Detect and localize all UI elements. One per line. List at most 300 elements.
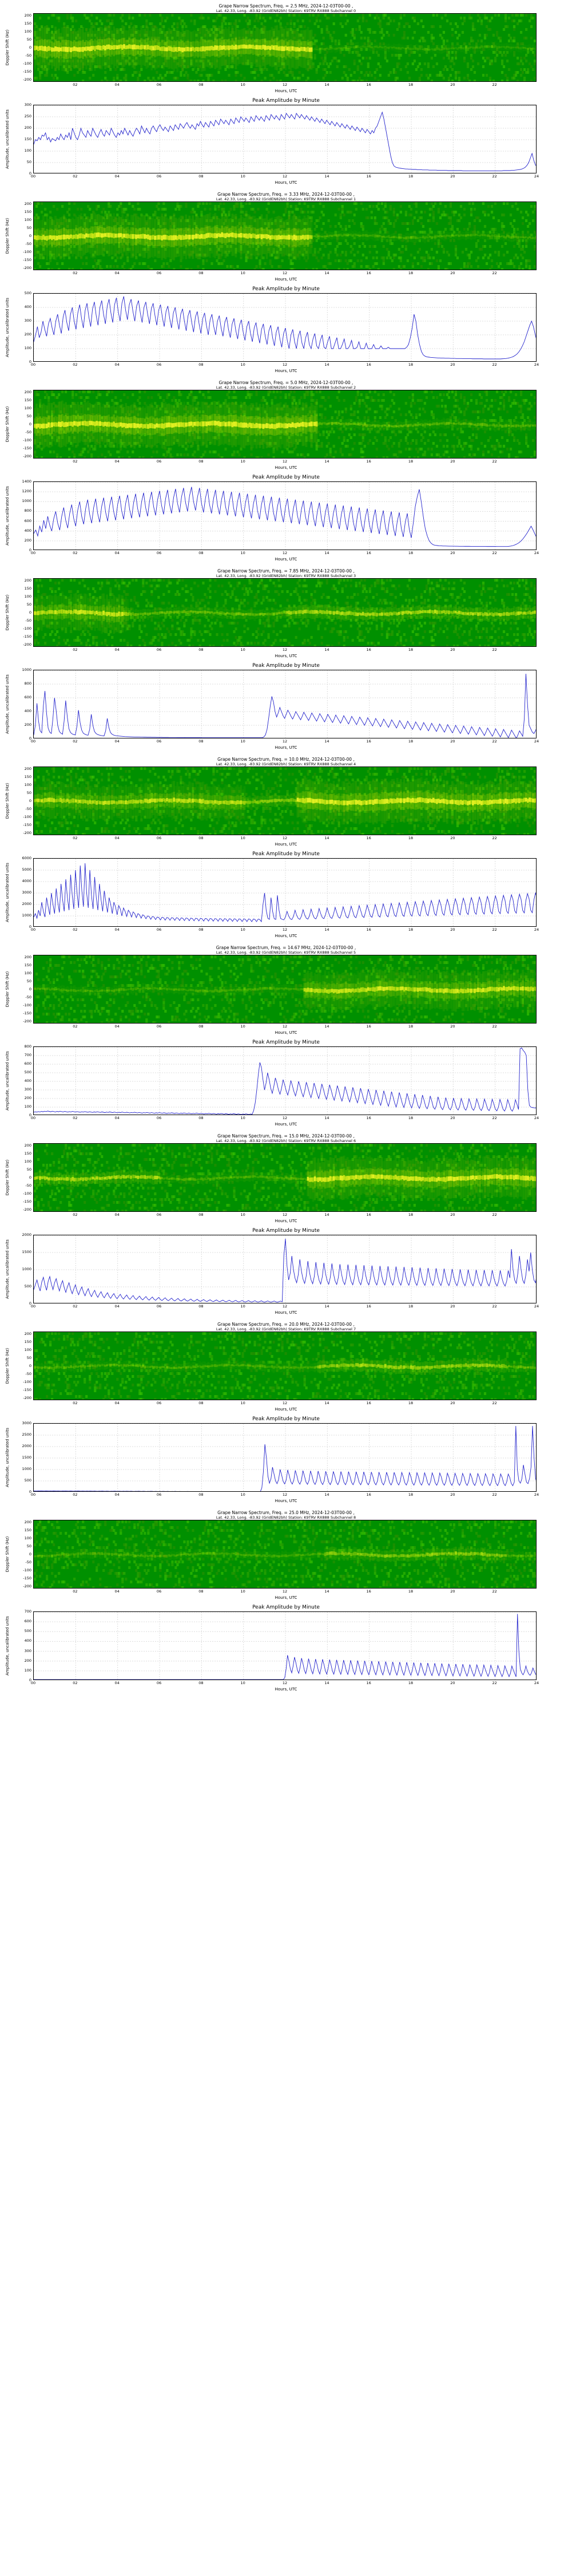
x-tick-label: 14 <box>324 739 329 744</box>
x-tick-label: 18 <box>408 647 414 652</box>
x-tick-label: 06 <box>156 459 162 464</box>
amplitude-canvas <box>34 859 537 927</box>
x-tick-label: 16 <box>366 1681 371 1685</box>
spectrogram-plot[interactable] <box>33 578 537 647</box>
spectrogram-yticks <box>15 202 33 270</box>
y-tick-label: -150 <box>23 634 31 639</box>
y-tick-label: -150 <box>23 1199 31 1204</box>
y-tick-label: 300 <box>24 1086 31 1092</box>
x-tick-label: 16 <box>366 1589 371 1594</box>
amplitude-title: Peak Amplitude by Minute <box>252 851 320 857</box>
x-tick-label: 06 <box>156 1304 162 1309</box>
y-tick-label: 100 <box>24 970 31 975</box>
y-tick-label: 2500 <box>22 1432 31 1437</box>
x-tick-label: 04 <box>114 1304 120 1309</box>
amplitude-chart-row <box>0 1046 572 1115</box>
spectrogram-plot[interactable] <box>33 13 537 82</box>
y-tick-label: 200 <box>24 125 31 130</box>
y-tick-label: -50 <box>25 1559 31 1564</box>
amplitude-ylabel: Amplitude, uncalibrated units <box>5 109 10 169</box>
x-tick-label: 00 <box>30 1492 36 1497</box>
spectrogram-plot[interactable] <box>33 1143 537 1212</box>
y-tick-label: 100 <box>24 345 31 350</box>
spectrogram-xlabel: Hours, UTC <box>275 1595 297 1600</box>
panel-subchannel-3 <box>0 565 572 751</box>
x-tick-label: 08 <box>198 1212 204 1217</box>
x-tick-label: 18 <box>408 82 414 87</box>
y-tick-label: 50 <box>26 37 31 42</box>
spectrogram-title-line2: Lat. 42.33, Long. -83.92 (GridEN82bh) Station: K9TRV RX888 Subchannel 6 <box>216 1139 356 1143</box>
y-tick-label: -50 <box>25 53 31 58</box>
x-tick-label: 02 <box>73 1681 78 1685</box>
spectrogram-yticks <box>15 390 33 459</box>
x-tick-label: 18 <box>408 362 414 367</box>
spectrogram-title-line2: Lat. 42.33, Long. -83.92 (GridEN82bh) Station: K9TRV RX888 Subchannel 0 <box>216 9 356 13</box>
y-tick-label: 50 <box>26 159 31 164</box>
x-tick-label: 18 <box>408 1492 414 1497</box>
x-tick-label: 08 <box>198 1304 204 1309</box>
spectrogram-plot[interactable] <box>33 390 537 459</box>
x-tick-label: 20 <box>450 1589 455 1594</box>
amplitude-plot[interactable] <box>33 1235 537 1303</box>
x-tick-label: 18 <box>408 1304 414 1309</box>
amplitude-plot[interactable] <box>33 1611 537 1680</box>
x-tick-label: 04 <box>114 1401 120 1405</box>
x-tick-label: 16 <box>366 271 371 275</box>
x-tick-label: 18 <box>408 174 414 179</box>
x-tick-label: 10 <box>240 1681 245 1685</box>
y-tick-label: 1500 <box>22 1455 31 1460</box>
x-tick-label: 04 <box>114 82 120 87</box>
x-tick-label: 00 <box>30 551 36 555</box>
x-tick-label: 02 <box>73 1116 78 1120</box>
amplitude-plot[interactable] <box>33 1423 537 1492</box>
spectrogram-title-line2: Lat. 42.33, Long. -83.92 (GridEN82bh) Station: K9TRV RX888 Subchannel 2 <box>216 385 356 390</box>
spectrogram-chart-row <box>0 1332 572 1400</box>
spectrogram-title-line2: Lat. 42.33, Long. -83.92 (GridEN82bh) Station: K9TRV RX888 Subchannel 3 <box>216 574 356 578</box>
spectrogram-xticks <box>33 1024 537 1030</box>
amplitude-canvas <box>34 105 537 173</box>
x-tick-label: 08 <box>198 362 204 367</box>
x-tick-label: 10 <box>240 1212 245 1217</box>
amplitude-block <box>0 283 572 374</box>
x-tick-label: 04 <box>114 739 120 744</box>
x-tick-label: 10 <box>240 1024 245 1029</box>
x-tick-label: 06 <box>156 739 162 744</box>
amplitude-plot[interactable] <box>33 481 537 550</box>
spectrogram-title-line2: Lat. 42.33, Long. -83.92 (GridEN82bh) Station: K9TRV RX888 Subchannel 7 <box>216 1327 356 1332</box>
y-tick-label: 200 <box>24 331 31 337</box>
x-tick-label: 20 <box>450 362 455 367</box>
panel-subchannel-7 <box>0 1318 572 1504</box>
spectrogram-title-line1: Grape Narrow Spectrum, Freq. = 25.0 MHz, 2024-12-03T00-00 , <box>217 1510 355 1515</box>
spectrogram-plot[interactable] <box>33 1332 537 1400</box>
x-tick-label: 16 <box>366 174 371 179</box>
x-tick-label: 08 <box>198 927 204 932</box>
x-tick-label: 02 <box>73 1024 78 1029</box>
amplitude-yticks <box>15 290 33 364</box>
spectrogram-canvas <box>34 390 537 459</box>
amplitude-xticks <box>30 927 539 934</box>
y-tick-label: 50 <box>26 1543 31 1548</box>
x-tick-label: 22 <box>492 1401 497 1405</box>
y-tick-label: 100 <box>24 1104 31 1109</box>
y-tick-label: 0 <box>29 1677 31 1682</box>
spectrogram-title-line1: Grape Narrow Spectrum, Freq. = 3.33 MHz, 2024-12-03T00-00 , <box>217 192 355 197</box>
y-tick-label: 100 <box>24 29 31 34</box>
amplitude-ylabel: Amplitude, uncalibrated units <box>5 1051 10 1111</box>
x-tick-label: 22 <box>492 1116 497 1120</box>
y-tick-label: 0 <box>29 1489 31 1494</box>
y-tick-label: 100 <box>24 148 31 153</box>
x-tick-label: 12 <box>282 82 288 87</box>
x-tick-label: 18 <box>408 551 414 555</box>
spectrogram-ylabel: Doppler Shift (Hz) <box>5 218 10 254</box>
spectrogram-plot[interactable] <box>33 955 537 1024</box>
x-tick-label: 16 <box>366 459 371 464</box>
y-tick-label: 200 <box>24 201 31 206</box>
x-tick-label: 14 <box>324 836 329 840</box>
x-tick-label: 14 <box>324 174 329 179</box>
y-tick-label: 0 <box>29 421 31 426</box>
x-tick-label: 14 <box>324 1401 329 1405</box>
y-tick-label: -150 <box>23 257 31 262</box>
spectrogram-block <box>0 1318 572 1413</box>
y-tick-label: 50 <box>26 978 31 983</box>
amplitude-plot[interactable] <box>33 293 537 362</box>
x-tick-label: 12 <box>282 1492 288 1497</box>
x-tick-label: 12 <box>282 1116 288 1120</box>
x-tick-label: 00 <box>30 1116 36 1120</box>
x-tick-label: 10 <box>240 739 245 744</box>
y-tick-label: -150 <box>23 1575 31 1581</box>
x-tick-label: 06 <box>156 82 162 87</box>
x-tick-label: 20 <box>450 1304 455 1309</box>
x-tick-label: 08 <box>198 1681 204 1685</box>
spectrogram-title-line1: Grape Narrow Spectrum, Freq. = 5.0 MHz, 2024-12-03T00-00 , <box>219 380 353 385</box>
y-tick-label: 150 <box>24 21 31 26</box>
x-tick-label: 14 <box>324 1589 329 1594</box>
y-tick-label: 150 <box>24 1151 31 1156</box>
x-tick-label: 08 <box>198 459 204 464</box>
spectrogram-xticks <box>33 270 537 277</box>
y-tick-label: 200 <box>24 389 31 394</box>
panel-subchannel-8 <box>0 1507 572 1693</box>
y-tick-label: 2000 <box>22 1443 31 1448</box>
spectrogram-yticks <box>15 1143 33 1212</box>
x-tick-label: 06 <box>156 1492 162 1497</box>
amplitude-xticks <box>30 1115 539 1122</box>
x-tick-label: 14 <box>324 1024 329 1029</box>
x-tick-label: 12 <box>282 1024 288 1029</box>
spectrogram-title <box>0 0 572 13</box>
x-tick-label: 02 <box>73 739 78 744</box>
y-tick-label: -150 <box>23 1010 31 1016</box>
y-tick-label: -50 <box>25 429 31 434</box>
y-tick-label: 800 <box>24 1044 31 1049</box>
spectrogram-chart-row <box>0 202 572 270</box>
x-tick-label: 14 <box>324 551 329 555</box>
amplitude-canvas <box>34 482 537 550</box>
spectrogram-block <box>0 942 572 1036</box>
amplitude-block <box>0 471 572 563</box>
spectrogram-ylabel: Doppler Shift (Hz) <box>5 971 10 1008</box>
amplitude-canvas <box>34 294 537 362</box>
amplitude-yticks <box>15 102 33 176</box>
x-tick-label: 22 <box>492 739 497 744</box>
x-tick-label: 20 <box>450 551 455 555</box>
spectrogram-xticks <box>33 1589 537 1595</box>
x-tick-label: 12 <box>282 174 288 179</box>
x-tick-label: 22 <box>492 459 497 464</box>
x-tick-label: 22 <box>492 551 497 555</box>
y-tick-label: 0 <box>29 986 31 991</box>
x-tick-label: 20 <box>450 1024 455 1029</box>
x-tick-label: 02 <box>73 551 78 555</box>
spectrogram-plot[interactable] <box>33 767 537 835</box>
y-tick-label: 0 <box>29 798 31 803</box>
x-tick-label: 12 <box>282 1304 288 1309</box>
y-tick-label: 0 <box>29 1175 31 1180</box>
y-tick-label: 100 <box>24 217 31 222</box>
spectrogram-xlabel: Hours, UTC <box>275 842 297 847</box>
x-tick-label: 06 <box>156 1681 162 1685</box>
y-tick-label: -100 <box>23 249 31 254</box>
y-tick-label: 50 <box>26 602 31 607</box>
x-tick-label: 20 <box>450 271 455 275</box>
amplitude-xticks <box>30 738 539 745</box>
spectrogram-title <box>0 377 572 390</box>
amplitude-xlabel: Hours, UTC <box>275 557 297 562</box>
amplitude-ylabel: Amplitude, uncalibrated units <box>5 674 10 734</box>
amplitude-chart-row <box>0 290 572 364</box>
x-tick-label: 02 <box>73 927 78 932</box>
x-tick-label: 08 <box>198 836 204 840</box>
x-tick-label: 02 <box>73 82 78 87</box>
y-tick-label: 0 <box>29 171 31 176</box>
spectrogram-xticks <box>33 835 537 842</box>
amplitude-plot[interactable] <box>33 105 537 173</box>
x-tick-label: 04 <box>114 927 120 932</box>
y-tick-label: -50 <box>25 1371 31 1376</box>
x-tick-label: 02 <box>73 1304 78 1309</box>
amplitude-plot[interactable] <box>33 670 537 738</box>
spectrogram-chart-row <box>0 1143 572 1212</box>
panel-subchannel-0 <box>0 0 572 186</box>
spectrogram-block <box>0 0 572 94</box>
x-tick-label: 08 <box>198 647 204 652</box>
x-tick-label: 08 <box>198 82 204 87</box>
spectrogram-xlabel: Hours, UTC <box>275 1407 297 1412</box>
y-tick-label: 2000 <box>22 901 31 906</box>
spectrogram-ylabel: Doppler Shift (Hz) <box>5 1159 10 1196</box>
x-tick-label: 08 <box>198 1116 204 1120</box>
y-tick-label: -200 <box>23 1583 31 1589</box>
spectrogram-ylabel: Doppler Shift (Hz) <box>5 594 10 631</box>
x-tick-label: 12 <box>282 647 288 652</box>
spectrogram-title-line1: Grape Narrow Spectrum, Freq. = 2.5 MHz, 2024-12-03T00-00 , <box>219 3 353 9</box>
y-tick-label: 400 <box>24 1638 31 1643</box>
x-tick-label: 02 <box>73 1589 78 1594</box>
x-tick-label: 16 <box>366 1492 371 1497</box>
y-tick-label: 400 <box>24 304 31 309</box>
amplitude-xlabel: Hours, UTC <box>275 1310 297 1315</box>
x-tick-label: 10 <box>240 647 245 652</box>
spectrogram-title <box>0 753 572 767</box>
x-tick-label: 22 <box>492 927 497 932</box>
spectrogram-xlabel: Hours, UTC <box>275 1219 297 1223</box>
y-tick-label: -50 <box>25 994 31 999</box>
amplitude-ylabel: Amplitude, uncalibrated units <box>5 298 10 357</box>
spectrogram-canvas <box>34 14 537 82</box>
y-tick-label: 0 <box>29 1112 31 1117</box>
x-tick-label: 10 <box>240 1304 245 1309</box>
spectrogram-xticks <box>33 459 537 465</box>
x-tick-label: 12 <box>282 1589 288 1594</box>
y-tick-label: 200 <box>24 1519 31 1524</box>
spectrogram-xticks <box>33 82 537 89</box>
amplitude-xlabel: Hours, UTC <box>275 1687 297 1692</box>
y-tick-label: 1400 <box>22 479 31 484</box>
x-tick-label: 18 <box>408 836 414 840</box>
amplitude-ylabel: Amplitude, uncalibrated units <box>5 1239 10 1299</box>
y-tick-label: 0 <box>29 924 31 929</box>
spectrogram-block <box>0 565 572 659</box>
panel-subchannel-2 <box>0 377 572 563</box>
spectrogram-yticks <box>15 1332 33 1400</box>
y-tick-label: 50 <box>26 413 31 418</box>
x-tick-label: 20 <box>450 174 455 179</box>
y-tick-label: 2000 <box>22 1232 31 1237</box>
x-tick-label: 20 <box>450 647 455 652</box>
y-tick-label: 100 <box>24 1668 31 1673</box>
x-tick-label: 14 <box>324 362 329 367</box>
spectrogram-block <box>0 1130 572 1224</box>
y-tick-label: 800 <box>24 508 31 513</box>
spectrogram-yticks <box>15 955 33 1024</box>
spectrogram-xlabel: Hours, UTC <box>275 1030 297 1035</box>
x-tick-label: 20 <box>450 1681 455 1685</box>
amplitude-chart-row <box>0 102 572 176</box>
x-tick-label: 10 <box>240 82 245 87</box>
y-tick-label: 200 <box>24 13 31 18</box>
spectrogram-plot[interactable] <box>33 202 537 270</box>
spectrogram-yticks <box>15 578 33 647</box>
x-tick-label: 08 <box>198 174 204 179</box>
y-tick-label: -100 <box>23 1191 31 1196</box>
x-tick-label: 24 <box>534 1116 539 1120</box>
amplitude-block <box>0 659 572 751</box>
amplitude-title: Peak Amplitude by Minute <box>252 286 320 292</box>
amplitude-ylabel: Amplitude, uncalibrated units <box>5 863 10 922</box>
x-tick-label: 22 <box>492 1681 497 1685</box>
y-tick-label: -200 <box>23 830 31 835</box>
x-tick-label: 14 <box>324 1492 329 1497</box>
amplitude-xticks <box>30 362 539 369</box>
x-tick-label: 18 <box>408 739 414 744</box>
y-tick-label: -100 <box>23 626 31 631</box>
x-tick-label: 24 <box>534 927 539 932</box>
amplitude-yticks <box>15 1420 33 1494</box>
x-tick-label: 02 <box>73 1492 78 1497</box>
spectrogram-plot[interactable] <box>33 1520 537 1589</box>
x-tick-label: 10 <box>240 459 245 464</box>
y-tick-label: 50 <box>26 1355 31 1360</box>
x-tick-label: 08 <box>198 551 204 555</box>
y-tick-label: 150 <box>24 209 31 214</box>
x-tick-label: 22 <box>492 836 497 840</box>
x-tick-label: 16 <box>366 1304 371 1309</box>
amplitude-xlabel: Hours, UTC <box>275 1122 297 1127</box>
amplitude-title: Peak Amplitude by Minute <box>252 1416 320 1422</box>
y-tick-label: -200 <box>23 1018 31 1024</box>
x-tick-label: 04 <box>114 551 120 555</box>
x-tick-label: 08 <box>198 271 204 275</box>
x-tick-label: 24 <box>534 1492 539 1497</box>
x-tick-label: 02 <box>73 174 78 179</box>
spectrogram-title-line1: Grape Narrow Spectrum, Freq. = 20.0 MHz, 2024-12-03T00-00 , <box>217 1322 355 1327</box>
spectrogram-xlabel: Hours, UTC <box>275 654 297 658</box>
y-tick-label: 100 <box>24 594 31 599</box>
x-tick-label: 18 <box>408 927 414 932</box>
spectrogram-title-line2: Lat. 42.33, Long. -83.92 (GridEN82bh) Station: K9TRV RX888 Subchannel 1 <box>216 197 356 202</box>
amplitude-plot[interactable] <box>33 858 537 927</box>
x-tick-label: 12 <box>282 1401 288 1405</box>
x-tick-label: 06 <box>156 174 162 179</box>
amplitude-xticks <box>30 173 539 180</box>
x-tick-label: 22 <box>492 1589 497 1594</box>
spectrogram-ylabel: Doppler Shift (Hz) <box>5 1348 10 1384</box>
spectrogram-chart-row <box>0 955 572 1024</box>
spectrogram-chart-row <box>0 390 572 459</box>
x-tick-label: 10 <box>240 927 245 932</box>
x-tick-label: 14 <box>324 1681 329 1685</box>
x-tick-label: 08 <box>198 1492 204 1497</box>
amplitude-title: Peak Amplitude by Minute <box>252 475 320 480</box>
y-tick-label: -50 <box>25 806 31 811</box>
x-tick-label: 16 <box>366 551 371 555</box>
y-tick-label: 0 <box>29 1363 31 1368</box>
x-tick-label: 12 <box>282 459 288 464</box>
spectrogram-block <box>0 377 572 471</box>
amplitude-title: Peak Amplitude by Minute <box>252 1040 320 1045</box>
x-tick-label: 20 <box>450 82 455 87</box>
y-tick-label: -200 <box>23 77 31 82</box>
y-tick-label: 200 <box>24 1658 31 1663</box>
y-tick-label: 100 <box>24 1159 31 1164</box>
y-tick-label: 4000 <box>22 878 31 883</box>
x-tick-label: 00 <box>30 1304 36 1309</box>
amplitude-plot[interactable] <box>33 1046 537 1115</box>
amplitude-xlabel: Hours, UTC <box>275 745 297 750</box>
x-tick-label: 22 <box>492 174 497 179</box>
x-tick-label: 06 <box>156 362 162 367</box>
y-tick-label: 250 <box>24 113 31 118</box>
amplitude-block <box>0 94 572 186</box>
y-tick-label: 400 <box>24 528 31 533</box>
y-tick-label: 1000 <box>22 499 31 504</box>
y-tick-label: 100 <box>24 782 31 787</box>
x-tick-label: 20 <box>450 836 455 840</box>
y-tick-label: 700 <box>24 1609 31 1614</box>
x-tick-label: 16 <box>366 1212 371 1217</box>
x-tick-label: 18 <box>408 1401 414 1405</box>
x-tick-label: 04 <box>114 836 120 840</box>
spectrogram-yticks <box>15 1520 33 1589</box>
y-tick-label: 600 <box>24 1061 31 1066</box>
x-tick-label: 16 <box>366 927 371 932</box>
x-tick-label: 10 <box>240 836 245 840</box>
